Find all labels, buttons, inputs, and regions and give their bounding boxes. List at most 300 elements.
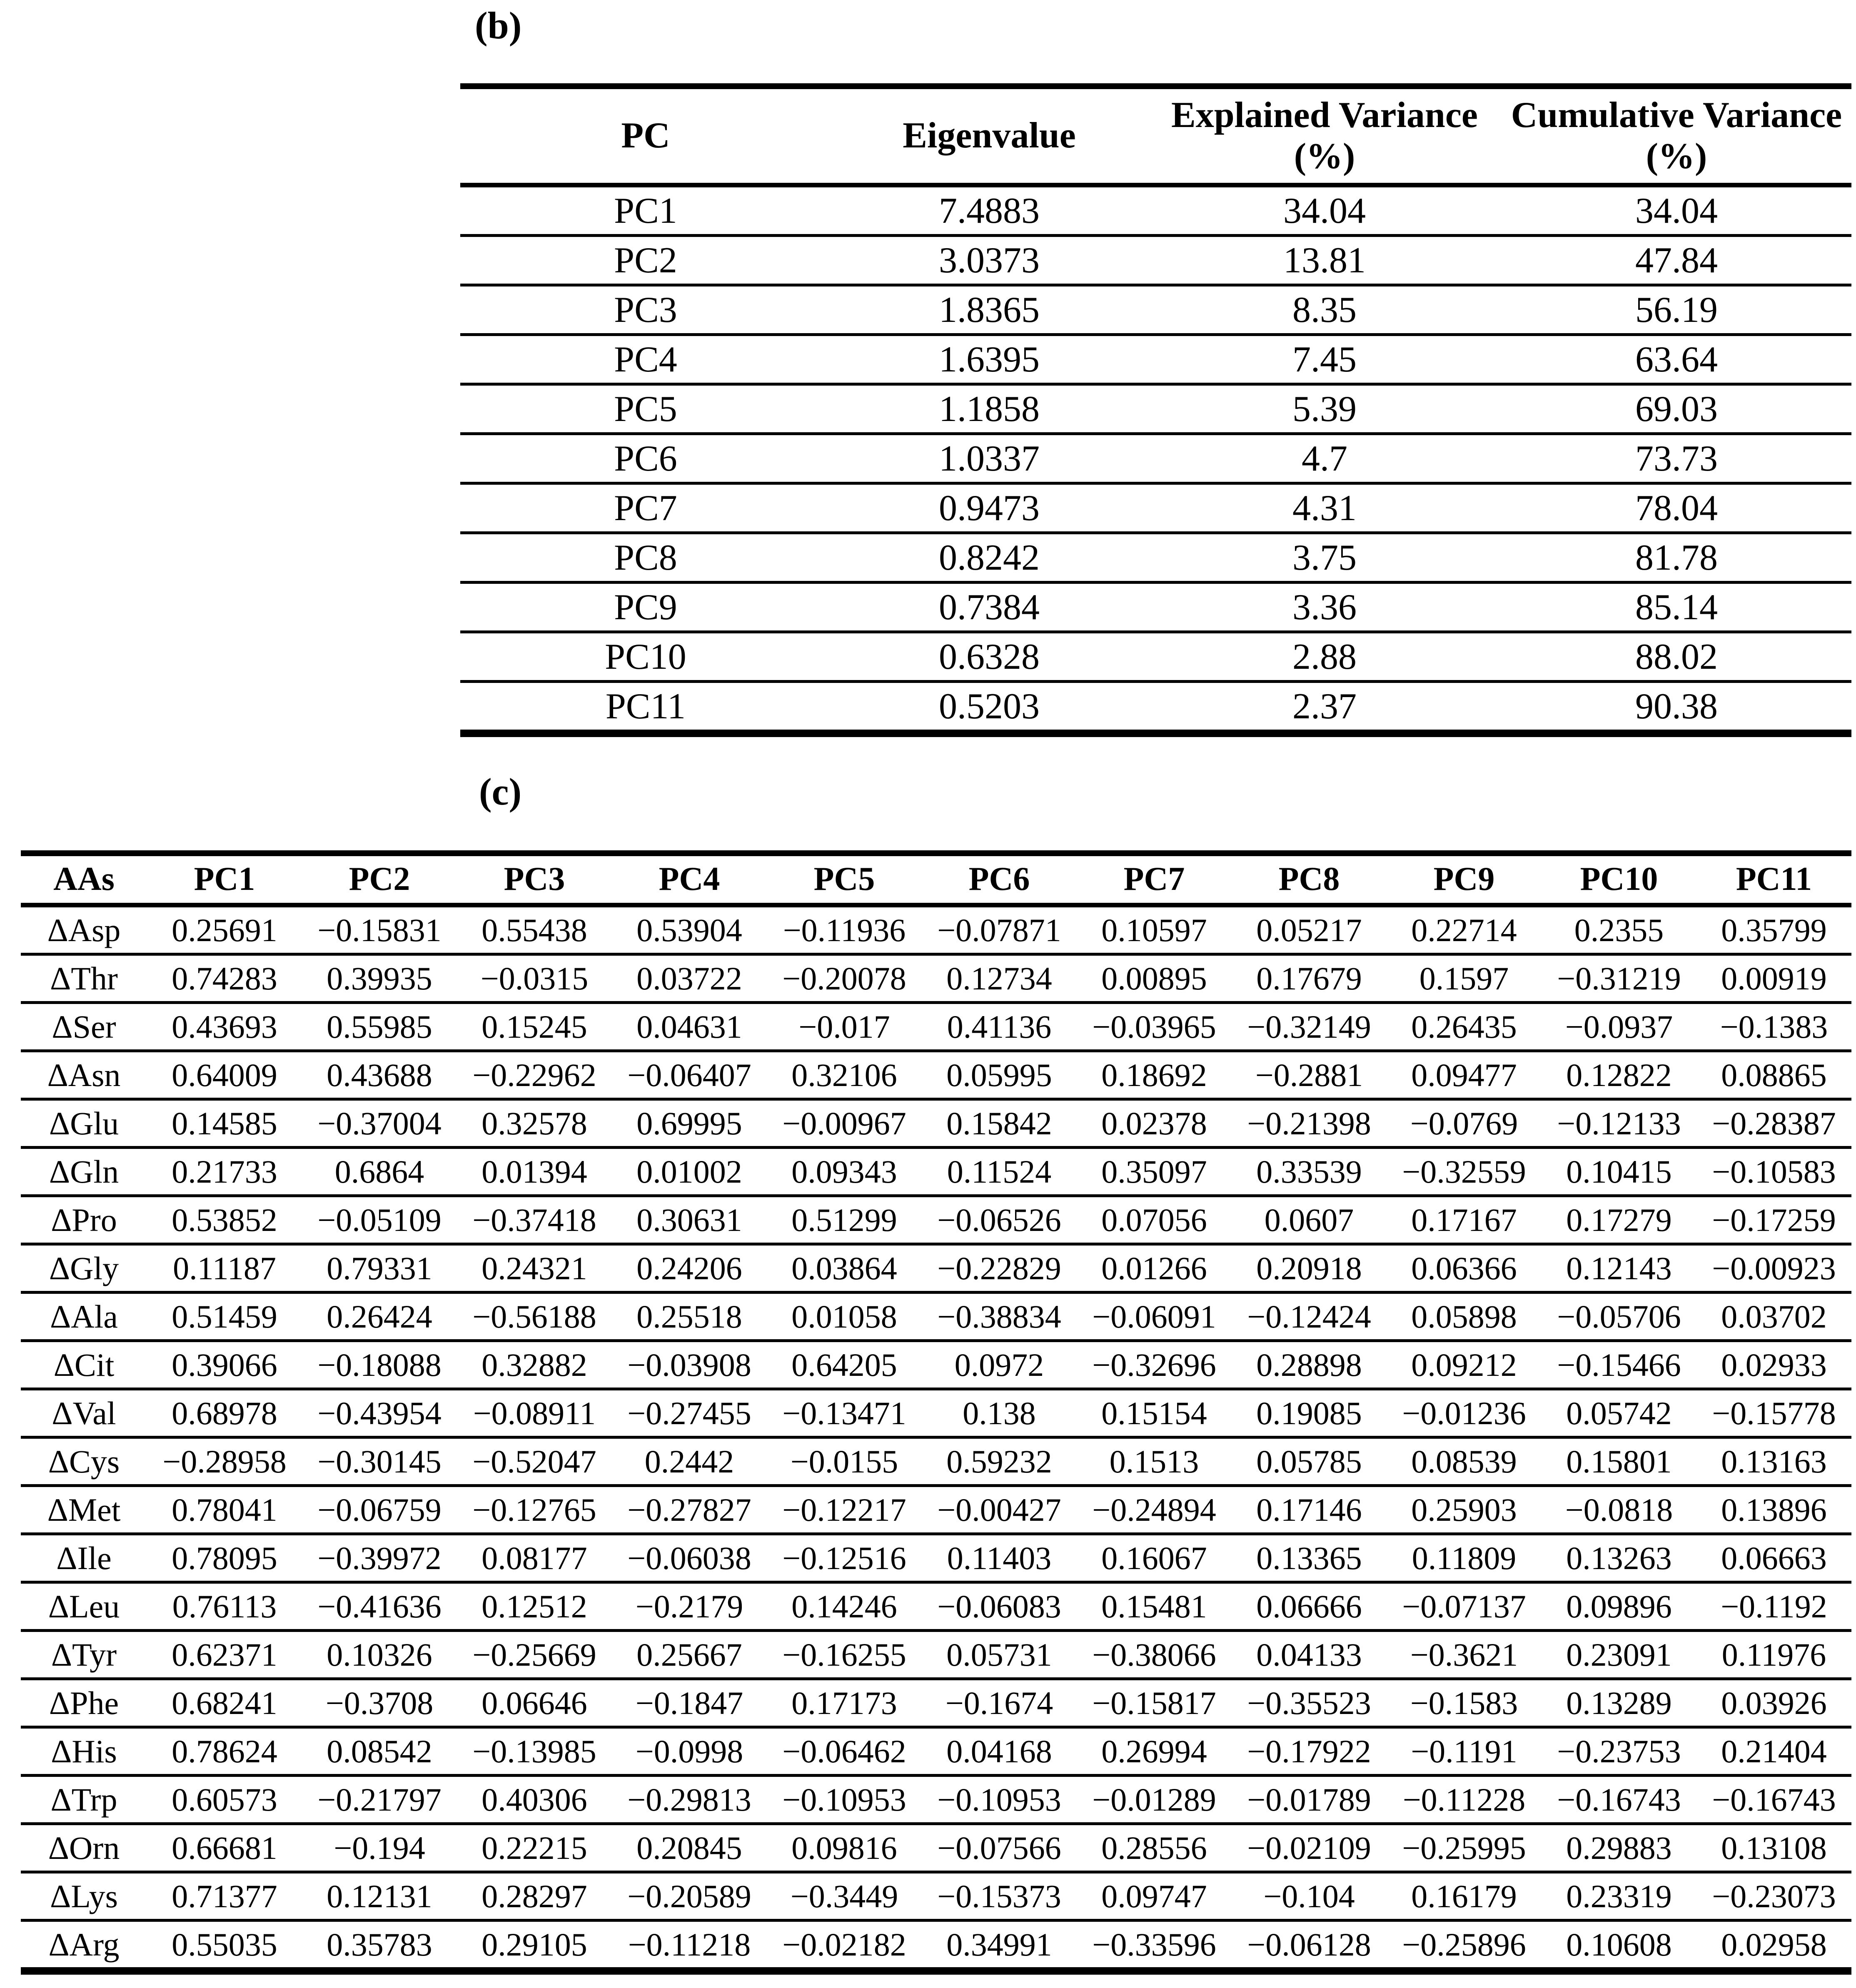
value-cell: −0.2881 [1232, 1051, 1387, 1099]
value-cell: 56.19 [1502, 285, 1851, 335]
value-cell: 0.29105 [457, 1921, 612, 1971]
value-cell: −0.11218 [612, 1921, 767, 1971]
value-cell: 7.4883 [831, 185, 1148, 236]
row-label: ΔPhe [21, 1679, 147, 1727]
value-cell: 0.6864 [302, 1148, 457, 1196]
value-cell: −0.22962 [457, 1051, 612, 1099]
value-cell: −0.32696 [1077, 1341, 1232, 1389]
value-cell: 0.10597 [1077, 905, 1232, 954]
column-header-line: PC11 [1736, 861, 1812, 898]
row-label: ΔPro [21, 1196, 147, 1244]
value-cell: 0.8242 [831, 533, 1148, 583]
value-cell: −0.11228 [1387, 1776, 1542, 1824]
table-row [460, 533, 1851, 583]
table-row [21, 1003, 1851, 1051]
value-cell: 0.05731 [922, 1631, 1077, 1679]
value-cell: 0.78041 [147, 1486, 302, 1534]
row-label: ΔTrp [21, 1776, 147, 1824]
column-header-line: PC7 [1123, 861, 1185, 898]
value-cell: −0.03908 [612, 1341, 767, 1389]
row-label: PC10 [460, 632, 831, 682]
value-cell: −0.10953 [922, 1776, 1077, 1824]
table-row [460, 483, 1851, 533]
value-cell: −0.20078 [767, 954, 922, 1003]
table-row [460, 583, 1851, 632]
value-cell: 0.28297 [457, 1872, 612, 1921]
value-cell: 0.24321 [457, 1244, 612, 1293]
value-cell: 0.30631 [612, 1196, 767, 1244]
value-cell: 0.34991 [922, 1921, 1077, 1971]
value-cell: 13.81 [1148, 236, 1502, 285]
row-label: PC8 [460, 533, 831, 583]
column-header [1502, 86, 1851, 185]
value-cell: 3.0373 [831, 236, 1148, 285]
row-label: ΔVal [21, 1389, 147, 1437]
value-cell: −0.03965 [1077, 1003, 1232, 1051]
value-cell: 0.79331 [302, 1244, 457, 1293]
value-cell: 3.36 [1148, 583, 1502, 632]
value-cell: 0.13263 [1542, 1534, 1696, 1582]
value-cell: −0.0769 [1387, 1099, 1542, 1148]
pc-loadings-table [21, 850, 1851, 1975]
row-label: ΔGln [21, 1148, 147, 1196]
value-cell: −0.13985 [457, 1727, 612, 1776]
value-cell: −0.37418 [457, 1196, 612, 1244]
row-label: PC3 [460, 285, 831, 335]
value-cell: −0.37004 [302, 1099, 457, 1148]
value-cell: 0.12131 [302, 1872, 457, 1921]
value-cell: 85.14 [1502, 583, 1851, 632]
row-label: ΔMet [21, 1486, 147, 1534]
value-cell: −0.0998 [612, 1727, 767, 1776]
value-cell: 0.1597 [1387, 954, 1542, 1003]
value-cell: 0.11403 [922, 1534, 1077, 1582]
value-cell: 78.04 [1502, 483, 1851, 533]
value-cell: 0.15801 [1542, 1437, 1696, 1486]
table-row [460, 236, 1851, 285]
table-row [21, 1148, 1851, 1196]
value-cell: −0.12424 [1232, 1293, 1387, 1341]
value-cell: −0.12765 [457, 1486, 612, 1534]
header-row [21, 853, 1851, 905]
column-header-line: (%) [1294, 136, 1355, 177]
value-cell: −0.18088 [302, 1341, 457, 1389]
column-header [612, 853, 767, 905]
value-cell: 0.08177 [457, 1534, 612, 1582]
value-cell: 0.39066 [147, 1341, 302, 1389]
value-cell: −0.16743 [1696, 1776, 1851, 1824]
row-label: ΔAsp [21, 905, 147, 954]
value-cell: −0.00967 [767, 1099, 922, 1148]
value-cell: −0.0818 [1542, 1486, 1696, 1534]
value-cell: 0.20845 [612, 1824, 767, 1872]
value-cell: 0.13289 [1542, 1679, 1696, 1727]
value-cell: −0.2179 [612, 1582, 767, 1631]
table-row [21, 1389, 1851, 1437]
value-cell: 0.2442 [612, 1437, 767, 1486]
column-header-line: PC10 [1580, 861, 1658, 898]
value-cell: 0.33539 [1232, 1148, 1387, 1196]
value-cell: 0.11187 [147, 1244, 302, 1293]
value-cell: 0.43693 [147, 1003, 302, 1051]
value-cell: 0.10415 [1542, 1148, 1696, 1196]
value-cell: 0.19085 [1232, 1389, 1387, 1437]
column-header [147, 853, 302, 905]
value-cell: −0.17259 [1696, 1196, 1851, 1244]
value-cell: −0.06462 [767, 1727, 922, 1776]
value-cell: −0.1383 [1696, 1003, 1851, 1051]
value-cell: 0.25691 [147, 905, 302, 954]
value-cell: −0.01789 [1232, 1776, 1387, 1824]
value-cell: −0.3449 [767, 1872, 922, 1921]
value-cell: 0.09747 [1077, 1872, 1232, 1921]
table-row [460, 185, 1851, 236]
value-cell: −0.104 [1232, 1872, 1387, 1921]
value-cell: −0.21797 [302, 1776, 457, 1824]
value-cell: 0.09477 [1387, 1051, 1542, 1099]
row-label: PC2 [460, 236, 831, 285]
value-cell: 0.32578 [457, 1099, 612, 1148]
row-label: PC7 [460, 483, 831, 533]
column-header [1077, 853, 1232, 905]
column-header-line: PC2 [349, 861, 410, 898]
value-cell: 0.0972 [922, 1341, 1077, 1389]
value-cell: −0.13471 [767, 1389, 922, 1437]
value-cell: −0.38066 [1077, 1631, 1232, 1679]
value-cell: 0.66681 [147, 1824, 302, 1872]
header-row [460, 86, 1851, 185]
value-cell: −0.25669 [457, 1631, 612, 1679]
pc-variance-table [460, 83, 1851, 737]
value-cell: −0.10583 [1696, 1148, 1851, 1196]
value-cell: 1.0337 [831, 434, 1148, 483]
value-cell: 0.55985 [302, 1003, 457, 1051]
column-header [21, 853, 147, 905]
value-cell: −0.56188 [457, 1293, 612, 1341]
column-header [302, 853, 457, 905]
value-cell: −0.15373 [922, 1872, 1077, 1921]
row-label: ΔGlu [21, 1099, 147, 1148]
table-row [460, 384, 1851, 434]
value-cell: −0.05706 [1542, 1293, 1696, 1341]
value-cell: 0.71377 [147, 1872, 302, 1921]
value-cell: 0.55438 [457, 905, 612, 954]
value-cell: 0.76113 [147, 1582, 302, 1631]
value-cell: −0.06091 [1077, 1293, 1232, 1341]
value-cell: 0.00895 [1077, 954, 1232, 1003]
value-cell: −0.15778 [1696, 1389, 1851, 1437]
value-cell: 0.22215 [457, 1824, 612, 1872]
row-label: ΔTyr [21, 1631, 147, 1679]
value-cell: −0.38834 [922, 1293, 1077, 1341]
table-row [21, 1244, 1851, 1293]
value-cell: −0.0315 [457, 954, 612, 1003]
row-label: ΔCys [21, 1437, 147, 1486]
row-label: ΔThr [21, 954, 147, 1003]
value-cell: 81.78 [1502, 533, 1851, 583]
value-cell: 0.64205 [767, 1341, 922, 1389]
value-cell: −0.12516 [767, 1534, 922, 1582]
value-cell: 0.32882 [457, 1341, 612, 1389]
row-label: PC4 [460, 335, 831, 384]
value-cell: 0.09212 [1387, 1341, 1542, 1389]
value-cell: 0.22714 [1387, 905, 1542, 954]
row-label: ΔIle [21, 1534, 147, 1582]
value-cell: 0.41136 [922, 1003, 1077, 1051]
column-header-line: PC5 [813, 861, 875, 898]
value-cell: 0.60573 [147, 1776, 302, 1824]
value-cell: −0.11936 [767, 905, 922, 954]
value-cell: −0.30145 [302, 1437, 457, 1486]
table-row [21, 1824, 1851, 1872]
value-cell: 0.01394 [457, 1148, 612, 1196]
table-row [21, 1099, 1851, 1148]
value-cell: 0.51299 [767, 1196, 922, 1244]
row-label: PC11 [460, 682, 831, 734]
value-cell: 0.43688 [302, 1051, 457, 1099]
value-cell: 0.15245 [457, 1003, 612, 1051]
column-header [831, 86, 1148, 185]
value-cell: 0.15154 [1077, 1389, 1232, 1437]
table-row [21, 1582, 1851, 1631]
value-cell: 0.1513 [1077, 1437, 1232, 1486]
value-cell: 63.64 [1502, 335, 1851, 384]
value-cell: 4.31 [1148, 483, 1502, 533]
value-cell: 88.02 [1502, 632, 1851, 682]
value-cell: 0.12512 [457, 1582, 612, 1631]
value-cell: 0.14585 [147, 1099, 302, 1148]
value-cell: 0.13108 [1696, 1824, 1851, 1872]
value-cell: 0.25667 [612, 1631, 767, 1679]
value-cell: −0.35523 [1232, 1679, 1387, 1727]
value-cell: 0.39935 [302, 954, 457, 1003]
value-cell: 69.03 [1502, 384, 1851, 434]
value-cell: 7.45 [1148, 335, 1502, 384]
value-cell: 1.8365 [831, 285, 1148, 335]
value-cell: −0.1192 [1696, 1582, 1851, 1631]
value-cell: 0.04168 [922, 1727, 1077, 1776]
value-cell: −0.15817 [1077, 1679, 1232, 1727]
value-cell: 0.5203 [831, 682, 1148, 734]
value-cell: 0.53852 [147, 1196, 302, 1244]
value-cell: 0.01002 [612, 1148, 767, 1196]
value-cell: 0.17279 [1542, 1196, 1696, 1244]
row-label: PC6 [460, 434, 831, 483]
table-row [460, 434, 1851, 483]
column-header [457, 853, 612, 905]
value-cell: −0.07871 [922, 905, 1077, 954]
value-cell: 0.24206 [612, 1244, 767, 1293]
value-cell: −0.01236 [1387, 1389, 1542, 1437]
value-cell: 0.04631 [612, 1003, 767, 1051]
value-cell: 0.02933 [1696, 1341, 1851, 1389]
value-cell: −0.27455 [612, 1389, 767, 1437]
value-cell: 0.6328 [831, 632, 1148, 682]
value-cell: 0.13896 [1696, 1486, 1851, 1534]
value-cell: 3.75 [1148, 533, 1502, 583]
row-label: ΔCit [21, 1341, 147, 1389]
value-cell: −0.41636 [302, 1582, 457, 1631]
value-cell: −0.10953 [767, 1776, 922, 1824]
table-row [21, 954, 1851, 1003]
value-cell: 0.20918 [1232, 1244, 1387, 1293]
value-cell: 0.14246 [767, 1582, 922, 1631]
value-cell: −0.23073 [1696, 1872, 1851, 1921]
table-row [21, 1051, 1851, 1099]
value-cell: −0.06128 [1232, 1921, 1387, 1971]
row-label: ΔAla [21, 1293, 147, 1341]
value-cell: −0.06526 [922, 1196, 1077, 1244]
value-cell: −0.43954 [302, 1389, 457, 1437]
panel-b-label: (b) [475, 4, 522, 47]
value-cell: 0.05217 [1232, 905, 1387, 954]
value-cell: 0.68978 [147, 1389, 302, 1437]
row-label: ΔLeu [21, 1582, 147, 1631]
value-cell: 0.23319 [1542, 1872, 1696, 1921]
value-cell: 0.55035 [147, 1921, 302, 1971]
value-cell: −0.28958 [147, 1437, 302, 1486]
value-cell: −0.32149 [1232, 1003, 1387, 1051]
value-cell: 0.18692 [1077, 1051, 1232, 1099]
table-row [21, 1921, 1851, 1971]
value-cell: 0.35097 [1077, 1148, 1232, 1196]
value-cell: 0.40306 [457, 1776, 612, 1824]
value-cell: −0.02109 [1232, 1824, 1387, 1872]
table-row [21, 1437, 1851, 1486]
column-header-line: PC3 [504, 861, 565, 898]
value-cell: 0.13163 [1696, 1437, 1851, 1486]
table-row [21, 1727, 1851, 1776]
value-cell: 73.73 [1502, 434, 1851, 483]
value-cell: 0.06666 [1232, 1582, 1387, 1631]
value-cell: 0.74283 [147, 954, 302, 1003]
value-cell: −0.33596 [1077, 1921, 1232, 1971]
row-label: ΔLys [21, 1872, 147, 1921]
value-cell: −0.16255 [767, 1631, 922, 1679]
column-header [1148, 86, 1502, 185]
value-cell: 1.1858 [831, 384, 1148, 434]
value-cell: 0.9473 [831, 483, 1148, 533]
table-row [21, 1341, 1851, 1389]
column-header-line: Explained Variance [1171, 95, 1478, 135]
value-cell: 0.15481 [1077, 1582, 1232, 1631]
value-cell: 0.21733 [147, 1148, 302, 1196]
value-cell: 47.84 [1502, 236, 1851, 285]
value-cell: −0.1191 [1387, 1727, 1542, 1776]
value-cell: 0.17146 [1232, 1486, 1387, 1534]
value-cell: −0.06083 [922, 1582, 1077, 1631]
value-cell: −0.12133 [1542, 1099, 1696, 1148]
table-row [21, 1534, 1851, 1582]
row-label: ΔAsn [21, 1051, 147, 1099]
table-row [460, 335, 1851, 384]
value-cell: 0.11976 [1696, 1631, 1851, 1679]
value-cell: 0.06663 [1696, 1534, 1851, 1582]
value-cell: 0.17173 [767, 1679, 922, 1727]
value-cell: 0.15842 [922, 1099, 1077, 1148]
value-cell: 0.02378 [1077, 1099, 1232, 1148]
value-cell: −0.24894 [1077, 1486, 1232, 1534]
table-row [21, 1631, 1851, 1679]
column-header [1542, 853, 1696, 905]
value-cell: 0.11524 [922, 1148, 1077, 1196]
value-cell: 0.04133 [1232, 1631, 1387, 1679]
value-cell: 0.08865 [1696, 1051, 1851, 1099]
value-cell: −0.1847 [612, 1679, 767, 1727]
value-cell: −0.25896 [1387, 1921, 1542, 1971]
row-label: ΔGly [21, 1244, 147, 1293]
value-cell: −0.28387 [1696, 1099, 1851, 1148]
column-header [922, 853, 1077, 905]
value-cell: 0.26994 [1077, 1727, 1232, 1776]
value-cell: 0.05995 [922, 1051, 1077, 1099]
value-cell: 0.53904 [612, 905, 767, 954]
value-cell: −0.194 [302, 1824, 457, 1872]
value-cell: 0.05898 [1387, 1293, 1542, 1341]
value-cell: 0.35799 [1696, 905, 1851, 954]
value-cell: 0.03722 [612, 954, 767, 1003]
column-header-line: PC9 [1433, 861, 1495, 898]
value-cell: 0.09816 [767, 1824, 922, 1872]
value-cell: 0.10608 [1542, 1921, 1696, 1971]
value-cell: 0.25518 [612, 1293, 767, 1341]
value-cell: −0.1674 [922, 1679, 1077, 1727]
column-header [767, 853, 922, 905]
value-cell: 0.68241 [147, 1679, 302, 1727]
value-cell: 0.06646 [457, 1679, 612, 1727]
value-cell: −0.39972 [302, 1534, 457, 1582]
value-cell: 0.78624 [147, 1727, 302, 1776]
table-row [460, 285, 1851, 335]
value-cell: 0.03926 [1696, 1679, 1851, 1727]
value-cell: −0.52047 [457, 1437, 612, 1486]
column-header-line: PC6 [968, 861, 1030, 898]
column-header-line: PC4 [659, 861, 720, 898]
column-header-line: (%) [1646, 136, 1707, 177]
value-cell: −0.25995 [1387, 1824, 1542, 1872]
value-cell: 0.29883 [1542, 1824, 1696, 1872]
value-cell: 1.6395 [831, 335, 1148, 384]
value-cell: 0.16067 [1077, 1534, 1232, 1582]
row-label: PC5 [460, 384, 831, 434]
value-cell: −0.0937 [1542, 1003, 1696, 1051]
column-header [1232, 853, 1387, 905]
value-cell: 0.05785 [1232, 1437, 1387, 1486]
value-cell: 5.39 [1148, 384, 1502, 434]
column-header-line: PC [621, 115, 670, 156]
value-cell: −0.15831 [302, 905, 457, 954]
table-row [21, 1293, 1851, 1341]
column-header-line: Cumulative Variance [1511, 95, 1842, 135]
value-cell: −0.07137 [1387, 1582, 1542, 1631]
value-cell: 0.35783 [302, 1921, 457, 1971]
value-cell: 0.0607 [1232, 1196, 1387, 1244]
value-cell: 0.01266 [1077, 1244, 1232, 1293]
value-cell: −0.32559 [1387, 1148, 1542, 1196]
table-row [21, 1776, 1851, 1824]
value-cell: 90.38 [1502, 682, 1851, 734]
value-cell: −0.22829 [922, 1244, 1077, 1293]
value-cell: −0.31219 [1542, 954, 1696, 1003]
value-cell: 0.05742 [1542, 1389, 1696, 1437]
value-cell: −0.12217 [767, 1486, 922, 1534]
value-cell: −0.00923 [1696, 1244, 1851, 1293]
value-cell: −0.20589 [612, 1872, 767, 1921]
value-cell: 0.08542 [302, 1727, 457, 1776]
table-row [21, 1196, 1851, 1244]
table-row [21, 1486, 1851, 1534]
table-row [460, 632, 1851, 682]
